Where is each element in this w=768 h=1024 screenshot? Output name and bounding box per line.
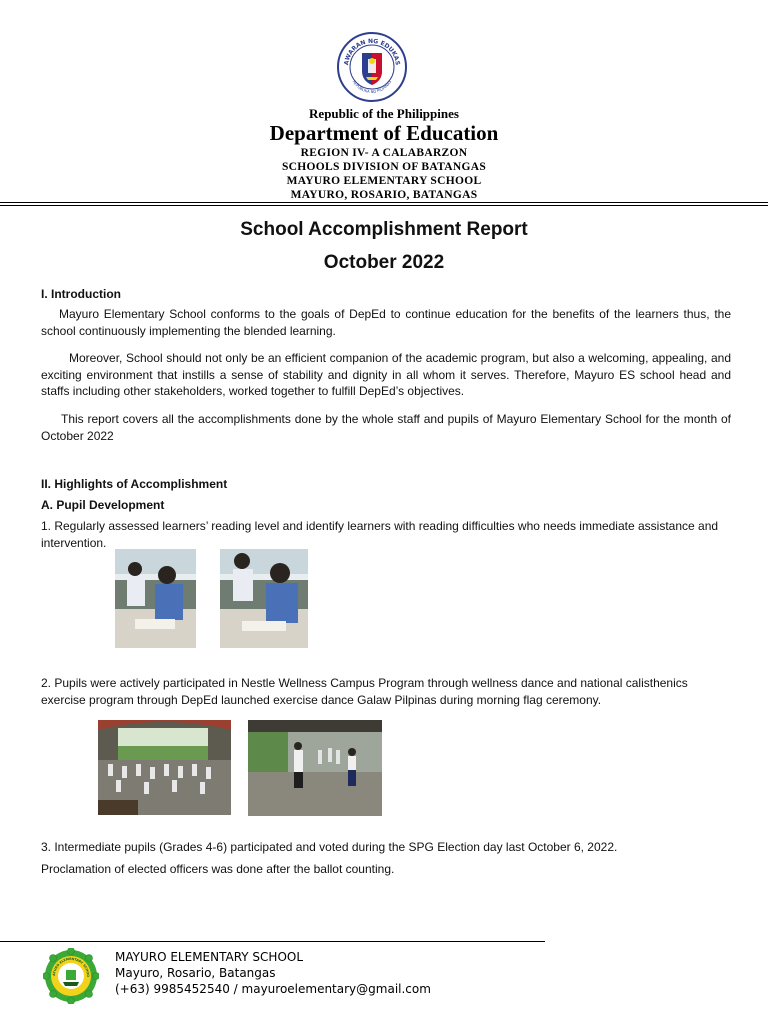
svg-text:MAYURO ELEMENTARY SCHOOL: AYURO ELEMENTARY SCHOO	[51, 956, 91, 978]
pupil-development-heading: A. Pupil Development	[41, 498, 165, 512]
header-divider	[0, 202, 768, 203]
svg-text:KAGAWARAN NG EDUKASYON: AWARAN NG EDUKAS	[343, 37, 401, 66]
report-period: October 2022	[323, 252, 445, 273]
intro-paragraph-1: Mayuro Elementary School conforms to the goals of DepEd to continue education for the benefits of the learners thus, the school continuously implementing the blended learning.	[41, 307, 731, 338]
reading-assessment-photo-1	[115, 549, 196, 648]
header-divider-thin	[0, 205, 768, 206]
highlight-item-2: 2. Pupils were actively participated in Nestle Wellness Campus Program through wellness dance and national calisthenics exercise program through DepEd launched exercise dance Galaw Pilpinas during morning flag ceremony.	[41, 676, 688, 707]
reading-assessment-photo-2	[220, 549, 308, 648]
school-label: MAYURO ELEMENTARY SCHOOL	[286, 175, 482, 187]
highlight-item-3: 3. Intermediate pupils (Grades 4-6) participated and voted during the SPG Election day last October 6, 2022.	[41, 840, 618, 854]
division-label: SCHOOLS DIVISION OF BATANGAS	[281, 161, 487, 173]
highlight-item-3-continued: Proclamation of elected officers was done after the ballot counting.	[41, 862, 395, 876]
region-label: REGION IV- A CALABARZON	[300, 147, 468, 159]
wellness-dance-photo-2	[248, 720, 382, 816]
footer-contact: (+63) 9985452540 / mayuroelementary@gmail.com	[115, 982, 431, 996]
footer-school-name: MAYURO ELEMENTARY SCHOOL	[115, 950, 304, 964]
highlight-item-1: 1. Regularly assessed learners’ reading level and identify learners with reading difficulties who needs immediate assistance and intervention.	[41, 519, 719, 550]
deped-seal-logo	[336, 31, 408, 103]
school-logo	[43, 948, 99, 1004]
intro-paragraph-2: Moreover, School should not only be an efficient companion of the academic program, but also a welcoming, appealing, and exciting environment that instills a sense of stability and dignity in all whom it serves. Therefore, Mayuro ES school head and staffs including other stakeholders, worked together to fulfill DepEd’s objectives.	[41, 351, 731, 398]
svg-text:REPUBLIKA NG PILIPINAS: REPUBLIKA NG PILIPINAS	[351, 79, 393, 95]
intro-paragraph-3: This report covers all the accomplishments done by the whole staff and pupils of Mayuro Elementary School for the month of October 2022	[41, 412, 731, 443]
republic-label: Republic of the Philippines	[309, 106, 459, 121]
introduction-heading: I. Introduction	[41, 287, 121, 301]
footer-address: Mayuro, Rosario, Batangas	[115, 966, 276, 980]
address-label: MAYURO, ROSARIO, BATANGAS	[290, 189, 478, 201]
department-title: Department of Education	[269, 121, 499, 145]
report-title: School Accomplishment Report	[240, 219, 528, 240]
highlights-heading: II. Highlights of Accomplishment	[41, 477, 228, 491]
wellness-dance-photo-1	[98, 720, 231, 815]
footer-divider	[0, 941, 545, 942]
